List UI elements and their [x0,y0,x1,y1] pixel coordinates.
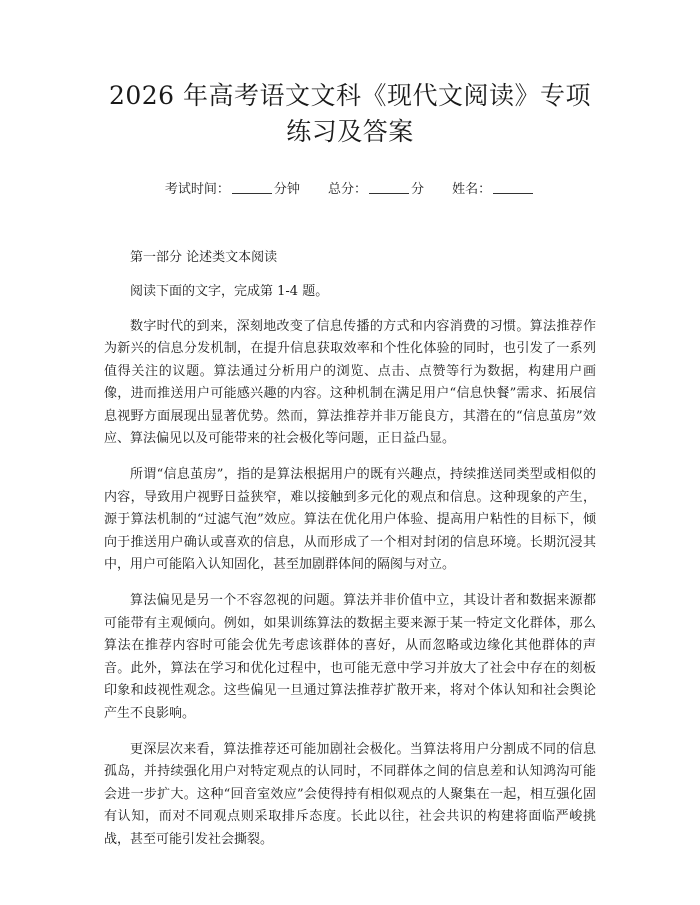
exam-info-row [104,180,596,200]
total-score-unit: 分 [411,182,425,197]
article-paragraph-4: 更深层次来看，算法推荐还可能加剧社会极化。当算法将用户分割成不同的信息孤岛，并持续强化用户对特定观点的认同时，不同群体之间的信息差和认知鸿沟可能会进一步扩大。这种“回音室效应”会使得持有相似观点的人聚集在一起，相互强化固有认知，而对不同观点则采取排斥态度。长此以往，社会共识的构建将面临严峻挑战，甚至可能引发社会撕裂。 [104,741,596,847]
exam-time-unit: 分钟 [273,182,300,197]
total-score-field [328,180,424,200]
section-title: 第一部分 论述类文本阅读 [130,250,278,265]
article-paragraph-1: 数字时代的到来，深刻地改变了信息传播的方式和内容消费的习惯。算法推荐作为新兴的信息分发机制，在提升信息获取效率和个性化体验的同时，也引发了一系列值得关注的议题。算法通过分析用户的浏览、点击、点赞等行为数据，构建用户画像，进而推送用户可能感兴趣的内容。这种机制在满足用户“信息快餐”需求、拓展信息视野方面展现出显著优势。然而，算法推荐并非万能良方，其潜在的“信息茧房”效应、算法偏见以及可能带来的社会极化等问题，正日益凸显。 [104,319,596,447]
article-paragraph-3: 算法偏见是另一个不容忽视的问题。算法并非价值中立，其设计者和数据来源都可能带有主观倾向。例如，如果训练算法的数据主要来源于某一特定文化群体，那么算法在推荐内容时可能会优先考虑该群体的喜好，从而忽略或边缘化其他群体的声音。此外，算法在学习和优化过程中，也可能无意中学习并放大了社会中存在的刻板印象和歧视性观念。这些偏见一旦通过算法推荐扩散开来，将对个体认知和社会舆论产生不良影响。 [104,593,596,721]
exam-time-label: 考试时间： [164,182,230,197]
total-score-label: 总分： [327,182,367,197]
article-paragraph-2: 所谓“信息茧房”，指的是算法根据用户的既有兴趣点，持续推送同类型或相似的内容，导致用户视野日益狭窄，难以接触到多元化的观点和信息。这种现象的产生，源于算法机制的“过滤气泡”效应。算法在优化用户体验、提高用户粘性的目标下，倾向于推送用户确认或喜欢的信息，从而形成了一个相对封闭的信息环境。长期沉浸其中，用户可能陷入认知固化，甚至加剧群体间的隔阂与对立。 [104,467,596,573]
student-name-field [452,180,535,200]
total-score-blank [369,180,409,194]
student-name-blank [493,180,533,194]
exam-time-blank [232,180,272,194]
exam-time-field [165,180,300,200]
reading-instruction: 阅读下面的文字，完成第 1-4 题。 [130,284,329,299]
student-name-label: 姓名： [452,182,492,197]
document-title: 2026 年高考语文文科《现代文阅读》专项练习及答案 [108,81,592,146]
